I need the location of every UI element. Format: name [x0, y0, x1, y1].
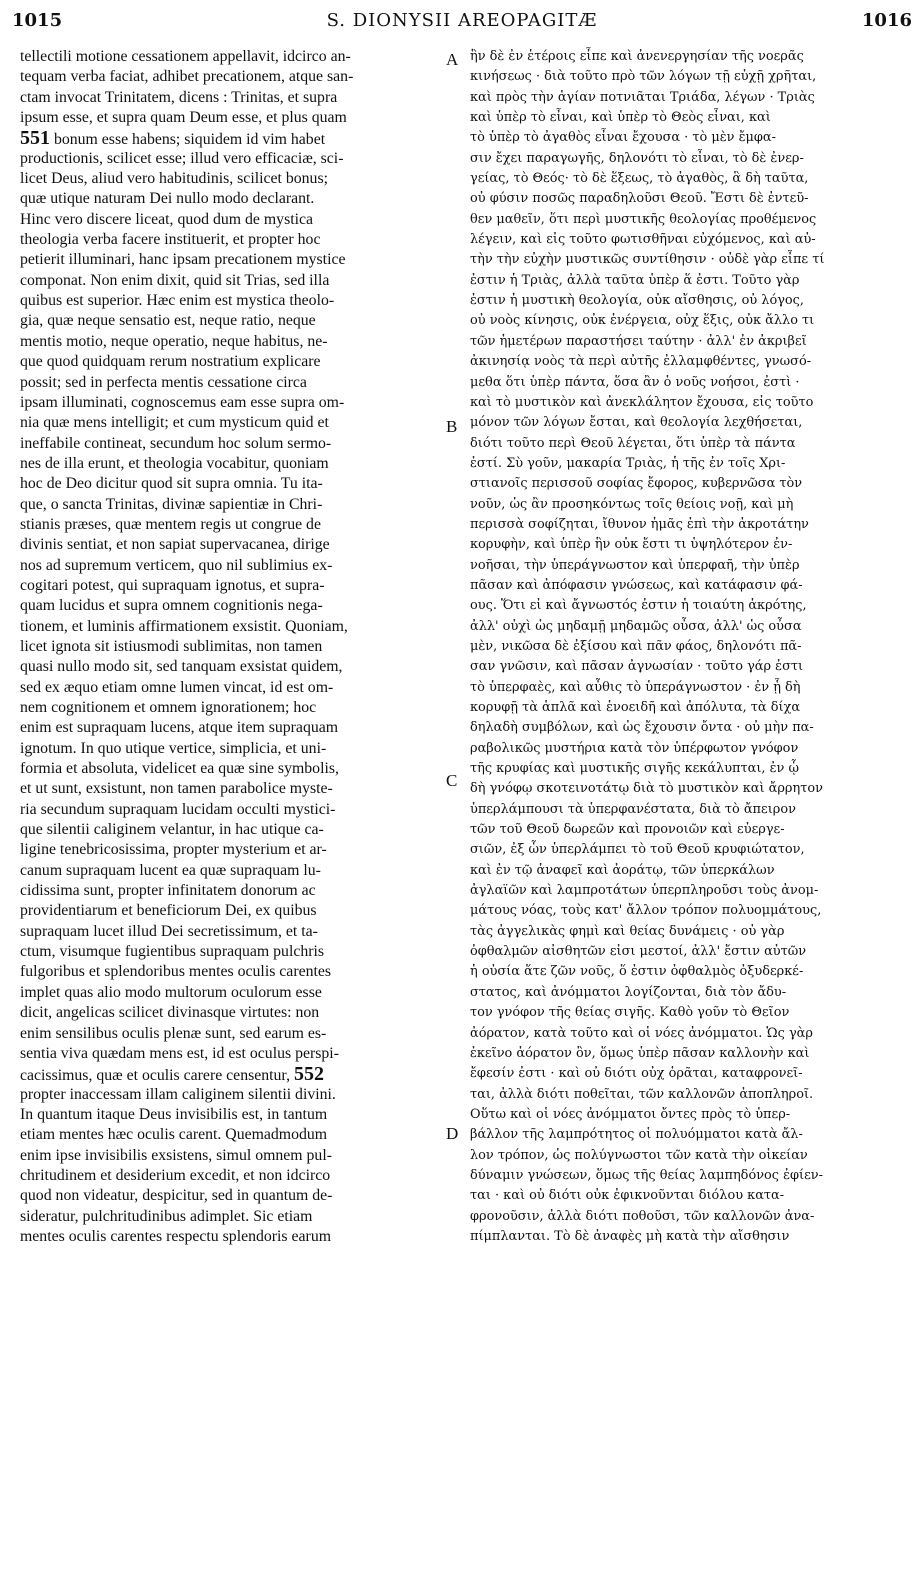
greek-text-line: μὲν, νικῶσα δὲ ἐξίσου καὶ πᾶν φάος, δηλονότι πᾶ-: [470, 638, 802, 654]
greek-text-line: ἐστιν ἡ Τριὰς, ἀλλὰ ταῦτα ὑπὲρ ἅ ἐστι. Τοῦτο γὰρ: [470, 272, 800, 288]
latin-text-line: mentis motio, neque operatio, neque habitus, ne-: [20, 332, 328, 350]
latin-text-line: possit; sed in perfecta mentis cessatione circa: [20, 373, 307, 391]
latin-text-line: nia quæ mens intelligit; et cum mysticum quid et: [20, 414, 329, 432]
greek-text-line: περισσὰ σοφίζηται, ἴθυνον ἡμᾶς ἐπὶ τὴν ἀκροτάτην: [470, 516, 809, 532]
latin-text-line: mentes oculis carentes respectu splendoris earum: [20, 1227, 332, 1245]
greek-text-line: δὴ γνόφῳ σκοτεινοτάτῳ διὰ τὸ μυστικὸν καὶ ἄρρητον: [470, 781, 823, 797]
greek-text-line: λον τρόπον, ὡς πολύγνωστοι τῶν κατὰ τὴν οἰκείαν: [470, 1147, 808, 1163]
greek-text-line: σιν ἔχει παραγωγῆς, δηλονότι τὸ εἶναι, τὸ δὲ ἐνερ-: [470, 150, 804, 166]
greek-text-line: πίμπλανται. Τὸ δὲ ἀναφὲς μὴ κατὰ τὴν αἴσθησιν: [470, 1228, 790, 1244]
greek-text-line: καὶ ὑπὲρ τὸ εἶναι, καὶ ὑπὲρ τὸ Θεὸς εἶναι, καὶ: [470, 110, 771, 126]
page-header: [12, 10, 912, 40]
section-letter-d: D: [446, 1124, 459, 1143]
latin-text-line: tellectili motione cessationem appellavit, idcirco an-: [20, 48, 351, 65]
latin-text-line: ria secundum supraquam lucidam occulti mystici-: [20, 800, 336, 818]
latin-text-line: 551 bonum esse habens; siquidem id vim habet: [20, 128, 326, 149]
latin-text-line: enim sensilibus oculis plenæ sunt, sed earum es-: [20, 1024, 327, 1042]
greek-text-line: φρονοῦσιν, ἀλλὰ διότι ποθοῦσι, τῶν καλλονῶν ἀνα-: [470, 1208, 815, 1224]
greek-text-line: γείας, τὸ Θεός· τὸ δὲ ἕξεως, τὸ ἀγαθὸς, ἃ δὴ ταῦτα,: [470, 171, 809, 187]
latin-text-line: formia et absoluta, videlicet ea quæ sine symbolis,: [20, 760, 339, 778]
latin-text-line: implet quas alio modo multorum oculorum esse: [20, 983, 322, 1001]
latin-text-line: et ut sunt, exsistunt, non tamen parabolice myste-: [20, 780, 333, 798]
latin-text-line: enim est supraquam lucens, atque item supraquam: [20, 719, 339, 737]
greek-text-line: μάτους νόας, τοὺς κατ' ἄλλον τρόπον πολυομμάτους,: [470, 903, 822, 919]
latin-text-line: fulgoribus et splendoribus mentes oculis carentes: [20, 963, 332, 981]
greek-text-line: ἐκεῖνο ἀόρατον ὂν, ὅμως ὑπὲρ πᾶσαν καλλονὴν καὶ: [470, 1045, 810, 1061]
greek-text-line: ραβολικῶς μυστήρια κατὰ τὸν ὑπέρφωτον γνόφον: [470, 740, 799, 756]
greek-text-line: στιανοῖς περισσοῦ σοφίας ἔφορος, κυβερνῶσα τὸν: [470, 476, 803, 492]
left-page-number: 1015: [12, 10, 63, 31]
latin-text-line: que silentii caliginem velantur, in hac utique ca-: [20, 821, 324, 839]
greek-text-line: Οὕτω καὶ οἱ νόες ἀνόμματοι ὄντες πρὸς τὸ ὑπερ-: [470, 1106, 791, 1122]
latin-text-line: sentia viva quædam mens est, id est oculus perspi-: [20, 1044, 339, 1062]
latin-text-line: cogitari potest, qui supraquam ignotus, et supra-: [20, 576, 325, 594]
greek-text-line: δύναμιν γνώσεων, ὅμως τῆς θείας λαμπηδόνος ἐφίεν-: [470, 1167, 823, 1183]
latin-text-line: etiam mentes hæc oculis carent. Quemadmodum: [20, 1126, 328, 1144]
latin-text-line: canum supraquam lucent ea quæ supraquam lu-: [20, 861, 321, 879]
latin-text-line: licet ignota sit istiusmodi sublimitas, non tamen: [20, 637, 323, 655]
latin-text-line: hoc de Deo dicitur quod sit supra omnia. Tu ita-: [20, 475, 323, 493]
latin-text-line: nes de illa erunt, et theologia vocabitur, quoniam: [20, 454, 329, 472]
latin-text-line: propter inaccessam illam caliginem silentii divini.: [20, 1085, 336, 1103]
latin-text-line: componat. Non enim dixit, quid sit Trias, sed illa: [20, 271, 330, 289]
greek-text-line: τὰς ἀγγελικὰς φημὶ καὶ θείας δυνάμεις · οὐ γὰρ: [470, 923, 785, 939]
latin-text-line: nos ad supremum verticem, quo nil sublimius ex-: [20, 556, 333, 574]
section-letter-c: C: [446, 771, 458, 790]
greek-text-line: νοῦν, ὡς ἂν προσηκόντως τοῖς θείοις νοῇ, καὶ μὴ: [470, 496, 794, 512]
greek-text-line: ται, ἀλλὰ διότι ποθεῖται, τῶν καλλονῶν ἀποπληροῖ.: [470, 1086, 814, 1102]
latin-text-line: gia, quæ neque sensatio est, neque ratio, neque: [20, 312, 316, 330]
latin-text-line: petierit illuminari, hanc ipsam precationem mystice: [20, 251, 346, 269]
greek-text-line: σαν γνῶσιν, καὶ πᾶσαν ἀγνωσίαν · τοῦτο γάρ ἐστι: [470, 659, 804, 675]
greek-text-line: τῶν τοῦ Θεοῦ δωρεῶν καὶ προνοιῶν καὶ εὐεργε-: [470, 822, 785, 838]
latin-text-line: sed ex æquo etiam omne lumen vincat, id est om-: [20, 678, 334, 696]
latin-text-line: cidissima sunt, propter infinitatem donorum ac: [20, 882, 316, 900]
latin-text-line: providentiarum et beneficiorum Dei, ex quibus: [20, 902, 317, 920]
greek-text-line: τῶν ἡμετέρων παραστήσει ταύτην · ἀλλ' ἐν ἀκριβεῖ: [470, 333, 807, 349]
latin-text-line: licet Deus, aliud vero habitudinis, scilicet bonus;: [20, 170, 328, 188]
latin-text-line: quibus est superior. Hæc enim est mystica theolo-: [20, 292, 335, 310]
latin-text-line: divinis sentiat, et non sapiat supervacanea, dirige: [20, 536, 330, 554]
column-marker: 551: [20, 128, 50, 149]
latin-text-line: stianis præses, quæ mentem regis ut congrue de: [20, 515, 321, 533]
latin-text-line: nem cognitionem et omnem ignorationem; hoc: [20, 699, 317, 716]
greek-text-line: ὑπερλάμπουσι τὰ ὑπερφανέστατα, διὰ τὸ ἄπειρον: [470, 801, 796, 817]
greek-text-line: ἣν δὲ ἐν ἑτέροις εἶπε καὶ ἀνενεργησίαν τῆς νοερᾶς: [470, 49, 804, 64]
latin-text-line: quam lucidus et supra omnem cognitionis nega-: [20, 597, 323, 615]
greek-text-line: τον γνόφον τῆς θείας σιγῆς. Καθὸ γοῦν τὸ Θεῖον: [470, 1005, 790, 1021]
latin-text-line: ligine tenebricosissima, propter mysterium et ar-: [20, 841, 327, 859]
latin-text-line: chritudinem et desiderium excedit, et non idcirco: [20, 1166, 331, 1184]
latin-text-line: productionis, scilicet esse; illud vero efficaciæ, sci-: [20, 149, 344, 167]
latin-text-line: que quod quidquam rerum nostratium explicare: [20, 353, 321, 371]
latin-text-line: In quantum itaque Deus invisibilis est, in tantum: [20, 1105, 328, 1123]
latin-text-line: supraquam lucet illud Dei secretissimum, et ta-: [20, 922, 318, 940]
latin-text-line: ctam invocat Trinitatem, dicens : Trinitas, et supra: [20, 88, 338, 106]
greek-text-line: βάλλον τῆς λαμπρότητος οἱ πολυόμματοι κατὰ ἄλ-: [470, 1127, 803, 1143]
section-letter-b: B: [446, 417, 458, 436]
greek-text-line: διότι τοῦτο περὶ Θεοῦ λέγεται, ὅτι ὑπὲρ τὰ πάντα: [470, 435, 796, 451]
latin-text-line: quasi nullo modo sit, sed tanquam exsistat quidem,: [20, 658, 343, 676]
latin-text-line: cacissimus, quæ et oculis carere censentur, 552: [20, 1064, 324, 1085]
greek-text-line: καὶ ἐν τῷ ἀναφεῖ καὶ ἀοράτῳ, τῶν ὑπερκάλων: [470, 862, 775, 878]
greek-text-line: οὐ νοὸς κίνησις, οὐκ ἐνέργεια, οὐχ ἕξις, οὐκ ἄλλο τι: [470, 313, 815, 329]
latin-text-line: quod non videatur, despicitur, sed in quantum de-: [20, 1187, 333, 1205]
greek-text-line: ἀκινησίᾳ νοὸς τὰ περὶ αὐτῆς ἐλλαμφθέντες, γνωσό-: [470, 354, 812, 370]
greek-text-line: μόνον τῶν λόγων ἔσται, καὶ θεολογία λεχθήσεται,: [470, 415, 803, 431]
latin-text-line: tequam verba faciat, adhibet precationem, atque san-: [20, 68, 354, 86]
greek-text-line: κινήσεως · διὰ τοῦτο πρὸ τῶν λόγων τῇ εὐχῇ χρῆται,: [470, 69, 817, 85]
column-marker: 552: [293, 1064, 324, 1085]
latin-text-line: quæ utique naturam Dei nullo modo declarant.: [20, 190, 315, 208]
greek-text-line: ἐστί. Σὺ γοῦν, μακαρία Τριὰς, ἡ τῆς ἐν τοῖς Χρι-: [470, 455, 786, 471]
greek-text-line: μεθα ὅτι ὑπὲρ πάντα, ὅσα ἂν ὁ νοῦς νοήσοι, ἐστὶ ·: [470, 374, 800, 390]
latin-text-line: tionem, et luminis affirmationem exsistit. Quoniam,: [20, 617, 348, 635]
greek-text-line: δηλαδὴ συμβόλων, καὶ ὡς ἔχουσιν ὄντα · οὐ μὴν πα-: [470, 720, 814, 736]
greek-text-line: πᾶσαν καὶ ἀπόφασιν γνώσεως, καὶ κατάφασιν φά-: [470, 577, 803, 593]
greek-text-line: ται · καὶ οὐ διότι οὐκ ἐφικνοῦνται διόλου κατα-: [470, 1188, 785, 1204]
latin-text-line: ipsam illuminati, cognoscemus eam esse supra om-: [20, 393, 345, 411]
section-letter-a: A: [446, 50, 459, 69]
greek-text-line: καὶ τὸ μυστικὸν καὶ ἀνεκλάλητον ἔχουσα, εἰς τοῦτο: [470, 394, 814, 410]
running-title: S. DIONYSII AREOPAGITÆ: [326, 10, 598, 31]
greek-text-line: οὐ φύσιν ποσῶς παραδηλοῦσι Θεοῦ. Ἔστι δὲ ἐντεῦ-: [470, 191, 809, 207]
latin-column: [20, 47, 448, 1247]
greek-text-line: νοῆσαι, τὴν ὑπεράγνωστον καὶ ὑπερφαῆ, τὴν ὑπὲρ: [470, 557, 800, 573]
greek-text-line: λέγειν, καὶ εἰς τοῦτο φωτισθῆναι εὐχόμενος, καὶ αὐ-: [470, 232, 816, 248]
greek-text-line: ἀγλαϊῶν καὶ λαμπροτάτων ὑπερπληροῦσι τοὺς ἀνομ-: [470, 883, 819, 899]
latin-text-line: ignotum. In quo utique vertice, simplicia, et uni-: [20, 739, 327, 757]
greek-text-line: στατος, καὶ ἀνόμματοι λογίζονται, διὰ τὸν ἄδυ-: [470, 984, 787, 1000]
greek-text-line: τὴν τὴν εὐχὴν μυστικῶς συντίθησιν · οὐδὲ γὰρ εἶπε τί: [470, 252, 825, 268]
greek-text-line: ἀόρατον, κατὰ τοῦτο καὶ οἱ νόες ἀνόμματοι. Ὡς γὰρ: [470, 1025, 813, 1041]
greek-text-line: τὸ ὑπὲρ τὸ ἀγαθὸς εἶναι ἔχουσα · τὸ μὲν ἔμφα-: [470, 130, 776, 146]
greek-text-line: ους. Ὅτι εἰ καὶ ἄγνωστός ἐστιν ἡ τοιαύτη ἀκρότης,: [470, 598, 807, 614]
greek-text-line: ἐστιν ἡ μυστικὴ θεολογία, οὐκ αἴσθησις, οὐ λόγος,: [470, 293, 804, 309]
latin-text-line: ipsum esse, et supra quam Deum esse, et plus quam: [20, 109, 347, 127]
latin-text-line: dicit, angelicas scilicet divinasque virtutes: non: [20, 1004, 320, 1022]
greek-text-line: ὀφθαλμῶν αἰσθητῶν εἰσι μεστοί, ἀλλ' ἔστιν αὐτῶν: [470, 944, 807, 960]
latin-text-line: sideratur, pulchritudinibus adimplet. Sic etiam: [20, 1207, 313, 1225]
greek-text-line: σιῶν, ἐξ ὧν ὑπερλάμπει τὸ τοῦ Θεοῦ κρυφιώτατον,: [470, 842, 805, 858]
latin-text-line: que, o sancta Trinitas, divinæ sapientiæ in Chri-: [20, 495, 323, 513]
latin-text-line: ineffabile contineat, secundum hoc solum sermo-: [20, 434, 332, 452]
latin-text-line: ctum, visumque fugientibus supraquam pulchris: [20, 943, 325, 961]
greek-text-line: κορυφὴν, καὶ ὑπὲρ ἣν οὐκ ἔστι τι ὑψηλότερον ἐν-: [470, 537, 793, 553]
greek-text-line: ἡ οὐσία ἅτε ζῶν νοῦς, ὅ ἐστιν ὀφθαλμὸς ὀξυδερκέ-: [470, 964, 804, 980]
greek-text-line: κορυφῇ τὰ ἁπλᾶ καὶ ἑνοειδῆ καὶ ἀπόλυτα, τὰ δίχα: [470, 700, 801, 715]
latin-text-line: enim ipse invisibilis exsistens, simul omnem pul-: [20, 1146, 332, 1164]
greek-text-line: τῆς κρυφίας καὶ μυστικῆς σιγῆς κεκάλυπται, ἐν ᾧ: [470, 761, 799, 777]
greek-column: [470, 47, 910, 1247]
greek-text-line: τὸ ὑπερφαὲς, καὶ αὖθις τὸ ὑπεράγνωστον · ἐν ᾗ δὴ: [470, 679, 801, 695]
greek-text-line: καὶ πρὸς τὴν ἁγίαν ποτνιᾶται Τριάδα, λέγων · Τριὰς: [470, 89, 815, 105]
right-page-number: 1016: [861, 10, 912, 31]
latin-text-line: theologia verba facere instituerit, et propter hoc: [20, 231, 321, 249]
greek-text-line: θεν μαθεῖν, ὅτι περὶ μυστικῆς θεολογίας προθέμενος: [470, 211, 817, 227]
greek-text-line: ἔφεσίν ἐστι · καὶ οὐ διότι οὐχ ὁρᾶται, καταφρονεῖ-: [470, 1066, 803, 1082]
greek-text-line: ἀλλ' οὐχὶ ὡς μηδαμῇ μηδαμῶς οὖσα, ἀλλ' ὡς οὖσα: [470, 618, 802, 634]
latin-text-line: Hinc vero discere liceat, quod dum de mystica: [20, 210, 314, 228]
